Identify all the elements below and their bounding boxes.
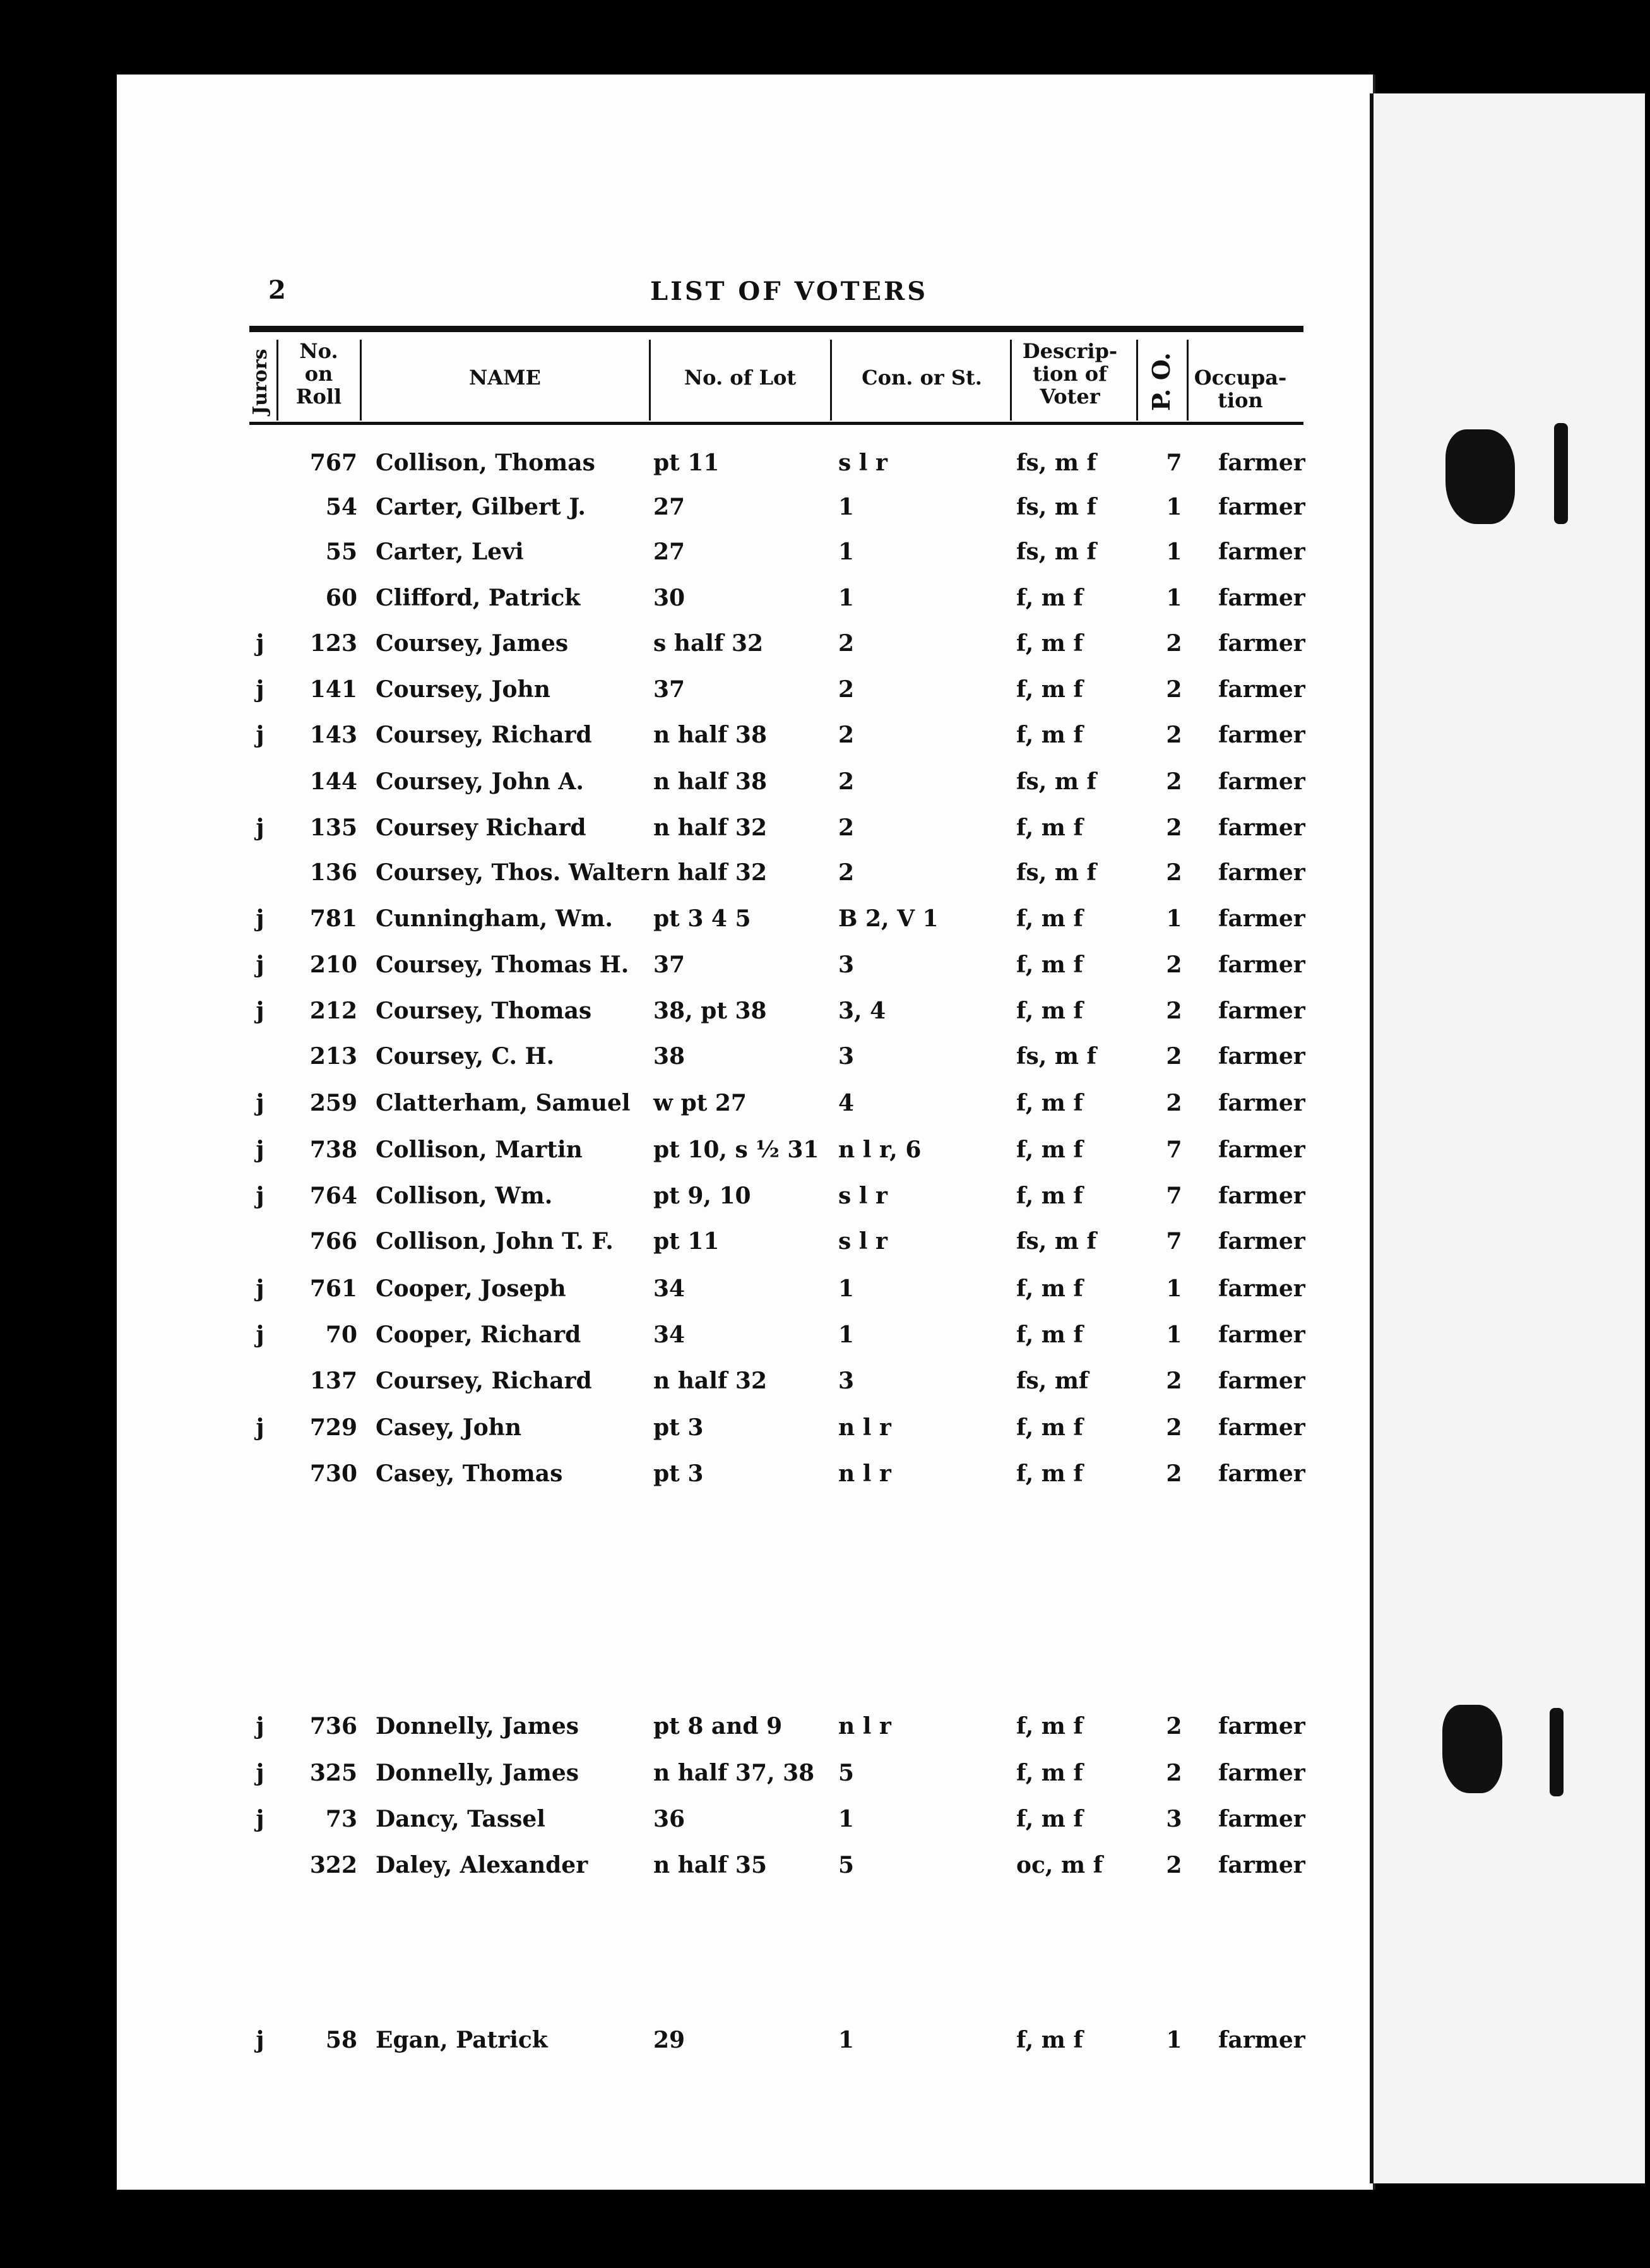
concession: s l r bbox=[838, 1183, 887, 1209]
table-row bbox=[0, 722, 1650, 760]
post-office: 2 bbox=[1166, 952, 1182, 978]
roll-number: 210 bbox=[309, 952, 357, 978]
concession: 2 bbox=[838, 859, 855, 886]
post-office: 2 bbox=[1166, 1713, 1182, 1740]
roll-number: 70 bbox=[325, 1322, 357, 1348]
concession: 2 bbox=[838, 630, 855, 657]
occupation: farmer bbox=[1218, 1275, 1305, 1302]
concession: 1 bbox=[838, 1806, 855, 1832]
juror-flag: j bbox=[256, 2027, 264, 2053]
table-row bbox=[0, 1322, 1650, 1359]
juror-flag: j bbox=[256, 905, 264, 932]
roll-number: 55 bbox=[325, 539, 357, 565]
occupation: farmer bbox=[1218, 1368, 1305, 1394]
occupation: farmer bbox=[1218, 1414, 1305, 1441]
lot-number: n half 35 bbox=[653, 1852, 767, 1878]
table-row bbox=[0, 539, 1650, 576]
post-office: 2 bbox=[1166, 1460, 1182, 1487]
juror-flag: j bbox=[256, 1713, 264, 1740]
juror-flag: j bbox=[256, 1183, 264, 1209]
voter-name: Coursey, John bbox=[376, 676, 550, 703]
header-rule bbox=[249, 422, 1303, 425]
table-row bbox=[0, 494, 1650, 532]
lot-number: 29 bbox=[653, 2027, 686, 2053]
voter-name: Casey, John bbox=[376, 1414, 522, 1441]
roll-number: 141 bbox=[309, 676, 357, 703]
occupation: farmer bbox=[1218, 2027, 1305, 2053]
voter-name: Cunningham, Wm. bbox=[376, 905, 613, 932]
occupation: farmer bbox=[1218, 722, 1305, 748]
juror-flag: j bbox=[256, 1414, 264, 1441]
roll-number: 325 bbox=[309, 1760, 357, 1786]
col-header-no-on-roll: No. on Roll bbox=[295, 339, 342, 409]
table-row bbox=[0, 815, 1650, 852]
post-office: 1 bbox=[1166, 539, 1182, 565]
lot-number: 30 bbox=[653, 585, 686, 611]
roll-number: 73 bbox=[325, 1806, 357, 1832]
table-row bbox=[0, 1713, 1650, 1751]
table-row bbox=[0, 1090, 1650, 1128]
juror-flag: j bbox=[256, 1090, 264, 1116]
post-office: 2 bbox=[1166, 1852, 1182, 1878]
table-row bbox=[0, 1852, 1650, 1890]
voter-name: Cooper, Joseph bbox=[376, 1275, 566, 1302]
col-header-jurors: Jurors bbox=[249, 349, 271, 415]
occupation: farmer bbox=[1218, 768, 1305, 795]
table-row bbox=[0, 1368, 1650, 1406]
concession: 3 bbox=[838, 1043, 855, 1070]
voter-description: f, m f bbox=[1016, 1806, 1083, 1832]
voter-description: f, m f bbox=[1016, 676, 1083, 703]
table-row bbox=[0, 952, 1650, 989]
voter-name: Dancy, Tassel bbox=[376, 1806, 545, 1832]
voter-description: oc, m f bbox=[1016, 1852, 1103, 1878]
roll-number: 54 bbox=[325, 494, 357, 520]
post-office: 2 bbox=[1166, 1043, 1182, 1070]
roll-number: 764 bbox=[309, 1183, 357, 1209]
top-rule bbox=[249, 326, 1303, 332]
voter-description: f, m f bbox=[1016, 1275, 1083, 1302]
voter-name: Cooper, Richard bbox=[376, 1322, 581, 1348]
roll-number: 766 bbox=[309, 1228, 357, 1255]
occupation: farmer bbox=[1218, 1852, 1305, 1878]
voter-name: Coursey, Richard bbox=[376, 722, 592, 748]
voter-description: f, m f bbox=[1016, 1137, 1083, 1163]
voter-description: fs, m f bbox=[1016, 1043, 1096, 1070]
lot-number: 37 bbox=[653, 676, 686, 703]
concession: 5 bbox=[838, 1852, 855, 1878]
voter-description: f, m f bbox=[1016, 2027, 1083, 2053]
lot-number: pt 3 bbox=[653, 1414, 704, 1441]
occupation: farmer bbox=[1218, 450, 1305, 476]
lot-number: 36 bbox=[653, 1806, 686, 1832]
voter-name: Carter, Levi bbox=[376, 539, 524, 565]
table-row bbox=[0, 1228, 1650, 1266]
table-row bbox=[0, 768, 1650, 806]
lot-number: 27 bbox=[653, 494, 686, 520]
occupation: farmer bbox=[1218, 1090, 1305, 1116]
roll-number: 212 bbox=[309, 998, 357, 1024]
concession: n l r bbox=[838, 1713, 891, 1740]
concession: 1 bbox=[838, 539, 855, 565]
lot-number: s half 32 bbox=[653, 630, 764, 657]
occupation: farmer bbox=[1218, 1460, 1305, 1487]
voter-name: Collison, Martin bbox=[376, 1137, 583, 1163]
table-row bbox=[0, 1760, 1650, 1798]
col-header-occupation: Occupa-tion bbox=[1194, 366, 1287, 412]
lot-number: pt 8 and 9 bbox=[653, 1713, 783, 1740]
lot-number: 38 bbox=[653, 1043, 686, 1070]
table-row bbox=[0, 1137, 1650, 1174]
roll-number: 730 bbox=[309, 1460, 357, 1487]
voter-description: f, m f bbox=[1016, 905, 1083, 932]
lot-number: pt 3 bbox=[653, 1460, 704, 1487]
occupation: farmer bbox=[1218, 585, 1305, 611]
voter-name: Collison, Thomas bbox=[376, 450, 595, 476]
roll-number: 123 bbox=[309, 630, 357, 657]
concession: 2 bbox=[838, 676, 855, 703]
voter-description: f, m f bbox=[1016, 1322, 1083, 1348]
concession: 1 bbox=[838, 1275, 855, 1302]
roll-number: 761 bbox=[309, 1275, 357, 1302]
voter-description: fs, m f bbox=[1016, 1228, 1096, 1255]
col-header-name: NAME bbox=[469, 366, 541, 390]
post-office: 7 bbox=[1166, 1137, 1182, 1163]
voter-description: fs, m f bbox=[1016, 768, 1096, 795]
juror-flag: j bbox=[256, 952, 264, 978]
concession: n l r bbox=[838, 1414, 891, 1441]
page-title: LIST OF VOTERS bbox=[650, 277, 929, 306]
voter-description: f, m f bbox=[1016, 1713, 1083, 1740]
voter-name: Coursey, Thos. Walter bbox=[376, 859, 653, 886]
juror-flag: j bbox=[256, 1760, 264, 1786]
occupation: farmer bbox=[1218, 1137, 1305, 1163]
concession: 1 bbox=[838, 1322, 855, 1348]
occupation: farmer bbox=[1218, 494, 1305, 520]
col-divider bbox=[360, 340, 362, 421]
voter-name: Coursey, Thomas bbox=[376, 998, 592, 1024]
table-row bbox=[0, 450, 1650, 487]
voter-description: fs, m f bbox=[1016, 494, 1096, 520]
post-office: 1 bbox=[1166, 1322, 1182, 1348]
roll-number: 322 bbox=[309, 1852, 357, 1878]
col-header-description: Descrip-tion of Voter bbox=[1022, 339, 1118, 409]
table-row bbox=[0, 1460, 1650, 1498]
roll-number: 144 bbox=[309, 768, 357, 795]
voter-name: Daley, Alexander bbox=[376, 1852, 588, 1878]
col-divider bbox=[1136, 340, 1138, 421]
table-row bbox=[0, 676, 1650, 714]
occupation: farmer bbox=[1218, 1760, 1305, 1786]
juror-flag: j bbox=[256, 722, 264, 748]
juror-flag: j bbox=[256, 1275, 264, 1302]
occupation: farmer bbox=[1218, 539, 1305, 565]
juror-flag: j bbox=[256, 998, 264, 1024]
roll-number: 136 bbox=[309, 859, 357, 886]
juror-flag: j bbox=[256, 1806, 264, 1832]
concession: 3 bbox=[838, 952, 855, 978]
voter-description: f, m f bbox=[1016, 952, 1083, 978]
occupation: farmer bbox=[1218, 998, 1305, 1024]
roll-number: 736 bbox=[309, 1713, 357, 1740]
lot-number: n half 32 bbox=[653, 815, 767, 841]
occupation: farmer bbox=[1218, 1322, 1305, 1348]
occupation: farmer bbox=[1218, 905, 1305, 932]
concession: 2 bbox=[838, 815, 855, 841]
lot-number: 27 bbox=[653, 539, 686, 565]
col-divider bbox=[276, 340, 278, 421]
voter-name: Coursey Richard bbox=[376, 815, 586, 841]
post-office: 1 bbox=[1166, 1275, 1182, 1302]
occupation: farmer bbox=[1218, 630, 1305, 657]
voter-description: f, m f bbox=[1016, 815, 1083, 841]
post-office: 2 bbox=[1166, 859, 1182, 886]
post-office: 1 bbox=[1166, 494, 1182, 520]
juror-flag: j bbox=[256, 676, 264, 703]
occupation: farmer bbox=[1218, 676, 1305, 703]
roll-number: 58 bbox=[325, 2027, 357, 2053]
post-office: 1 bbox=[1166, 585, 1182, 611]
occupation: farmer bbox=[1218, 952, 1305, 978]
roll-number: 729 bbox=[309, 1414, 357, 1441]
post-office: 1 bbox=[1166, 905, 1182, 932]
lot-number: pt 3 4 5 bbox=[653, 905, 751, 932]
voter-name: Casey, Thomas bbox=[376, 1460, 563, 1487]
voter-name: Coursey, James bbox=[376, 630, 569, 657]
voter-name: Donnelly, James bbox=[376, 1760, 579, 1786]
lot-number: pt 11 bbox=[653, 450, 720, 476]
table-row bbox=[0, 630, 1650, 668]
concession: s l r bbox=[838, 1228, 887, 1255]
voter-description: f, m f bbox=[1016, 1460, 1083, 1487]
lot-number: pt 10, s ½ 31 bbox=[653, 1137, 819, 1163]
lot-number: n half 32 bbox=[653, 859, 767, 886]
col-header-po: P. O. bbox=[1147, 352, 1175, 412]
table-row bbox=[0, 585, 1650, 623]
lot-number: n half 32 bbox=[653, 1368, 767, 1394]
col-header-con: Con. or St. bbox=[862, 366, 982, 390]
post-office: 2 bbox=[1166, 630, 1182, 657]
lot-number: n half 38 bbox=[653, 768, 767, 795]
lot-number: 38, pt 38 bbox=[653, 998, 767, 1024]
lot-number: n half 37, 38 bbox=[653, 1760, 815, 1786]
voter-description: f, m f bbox=[1016, 585, 1083, 611]
post-office: 2 bbox=[1166, 1090, 1182, 1116]
concession: 2 bbox=[838, 722, 855, 748]
roll-number: 738 bbox=[309, 1137, 357, 1163]
voter-description: fs, mf bbox=[1016, 1368, 1089, 1394]
post-office: 2 bbox=[1166, 1368, 1182, 1394]
concession: 2 bbox=[838, 768, 855, 795]
voter-description: f, m f bbox=[1016, 722, 1083, 748]
voter-description: fs, m f bbox=[1016, 859, 1096, 886]
table-row bbox=[0, 905, 1650, 943]
lot-number: 34 bbox=[653, 1322, 686, 1348]
col-header-lot: No. of Lot bbox=[684, 366, 797, 390]
table-row bbox=[0, 1043, 1650, 1081]
occupation: farmer bbox=[1218, 815, 1305, 841]
voter-description: f, m f bbox=[1016, 1183, 1083, 1209]
concession: 5 bbox=[838, 1760, 855, 1786]
concession: n l r bbox=[838, 1460, 891, 1487]
concession: 1 bbox=[838, 585, 855, 611]
voter-description: fs, m f bbox=[1016, 450, 1096, 476]
post-office: 3 bbox=[1166, 1806, 1182, 1832]
page-number: 2 bbox=[268, 275, 286, 305]
voter-name: Coursey, John A. bbox=[376, 768, 584, 795]
lot-number: pt 9, 10 bbox=[653, 1183, 751, 1209]
voter-name: Collison, Wm. bbox=[376, 1183, 553, 1209]
concession: 3, 4 bbox=[838, 998, 886, 1024]
juror-flag: j bbox=[256, 1322, 264, 1348]
occupation: farmer bbox=[1218, 1228, 1305, 1255]
lot-number: w pt 27 bbox=[653, 1090, 747, 1116]
table-row bbox=[0, 1183, 1650, 1221]
roll-number: 143 bbox=[309, 722, 357, 748]
concession: s l r bbox=[838, 450, 887, 476]
concession: 1 bbox=[838, 494, 855, 520]
occupation: farmer bbox=[1218, 1183, 1305, 1209]
concession: 3 bbox=[838, 1368, 855, 1394]
occupation: farmer bbox=[1218, 1713, 1305, 1740]
post-office: 2 bbox=[1166, 768, 1182, 795]
roll-number: 213 bbox=[309, 1043, 357, 1070]
concession: B 2, V 1 bbox=[838, 905, 939, 932]
roll-number: 767 bbox=[309, 450, 357, 476]
col-divider bbox=[1187, 340, 1189, 421]
post-office: 7 bbox=[1166, 1183, 1182, 1209]
post-office: 7 bbox=[1166, 450, 1182, 476]
table-row bbox=[0, 1806, 1650, 1844]
table-row bbox=[0, 1414, 1650, 1452]
roll-number: 781 bbox=[309, 905, 357, 932]
roll-number: 137 bbox=[309, 1368, 357, 1394]
lot-number: pt 11 bbox=[653, 1228, 720, 1255]
lot-number: n half 38 bbox=[653, 722, 767, 748]
lot-number: 34 bbox=[653, 1275, 686, 1302]
table-row bbox=[0, 859, 1650, 897]
roll-number: 60 bbox=[325, 585, 357, 611]
post-office: 2 bbox=[1166, 722, 1182, 748]
voter-name: Coursey, Richard bbox=[376, 1368, 592, 1394]
roll-number: 135 bbox=[309, 815, 357, 841]
post-office: 2 bbox=[1166, 1760, 1182, 1786]
table-row bbox=[0, 1275, 1650, 1313]
post-office: 1 bbox=[1166, 2027, 1182, 2053]
voter-name: Egan, Patrick bbox=[376, 2027, 548, 2053]
voter-name: Clifford, Patrick bbox=[376, 585, 581, 611]
concession: 1 bbox=[838, 2027, 855, 2053]
voter-description: fs, m f bbox=[1016, 539, 1096, 565]
voter-description: f, m f bbox=[1016, 1414, 1083, 1441]
voter-name: Coursey, C. H. bbox=[376, 1043, 555, 1070]
col-divider bbox=[1010, 340, 1012, 421]
voter-description: f, m f bbox=[1016, 1090, 1083, 1116]
juror-flag: j bbox=[256, 1137, 264, 1163]
roll-number: 259 bbox=[309, 1090, 357, 1116]
concession: n l r, 6 bbox=[838, 1137, 922, 1163]
post-office: 2 bbox=[1166, 676, 1182, 703]
voter-name: Carter, Gilbert J. bbox=[376, 494, 586, 520]
voter-name: Collison, John T. F. bbox=[376, 1228, 614, 1255]
voter-description: f, m f bbox=[1016, 630, 1083, 657]
post-office: 2 bbox=[1166, 815, 1182, 841]
table-row bbox=[0, 998, 1650, 1036]
table-row bbox=[0, 2027, 1650, 2065]
voter-name: Clatterham, Samuel bbox=[376, 1090, 631, 1116]
voter-name: Donnelly, James bbox=[376, 1713, 579, 1740]
post-office: 7 bbox=[1166, 1228, 1182, 1255]
juror-flag: j bbox=[256, 815, 264, 841]
post-office: 2 bbox=[1166, 998, 1182, 1024]
occupation: farmer bbox=[1218, 1806, 1305, 1832]
voter-description: f, m f bbox=[1016, 998, 1083, 1024]
juror-flag: j bbox=[256, 630, 264, 657]
concession: 4 bbox=[838, 1090, 855, 1116]
voter-name: Coursey, Thomas H. bbox=[376, 952, 629, 978]
occupation: farmer bbox=[1218, 859, 1305, 886]
voter-description: f, m f bbox=[1016, 1760, 1083, 1786]
lot-number: 37 bbox=[653, 952, 686, 978]
occupation: farmer bbox=[1218, 1043, 1305, 1070]
post-office: 2 bbox=[1166, 1414, 1182, 1441]
